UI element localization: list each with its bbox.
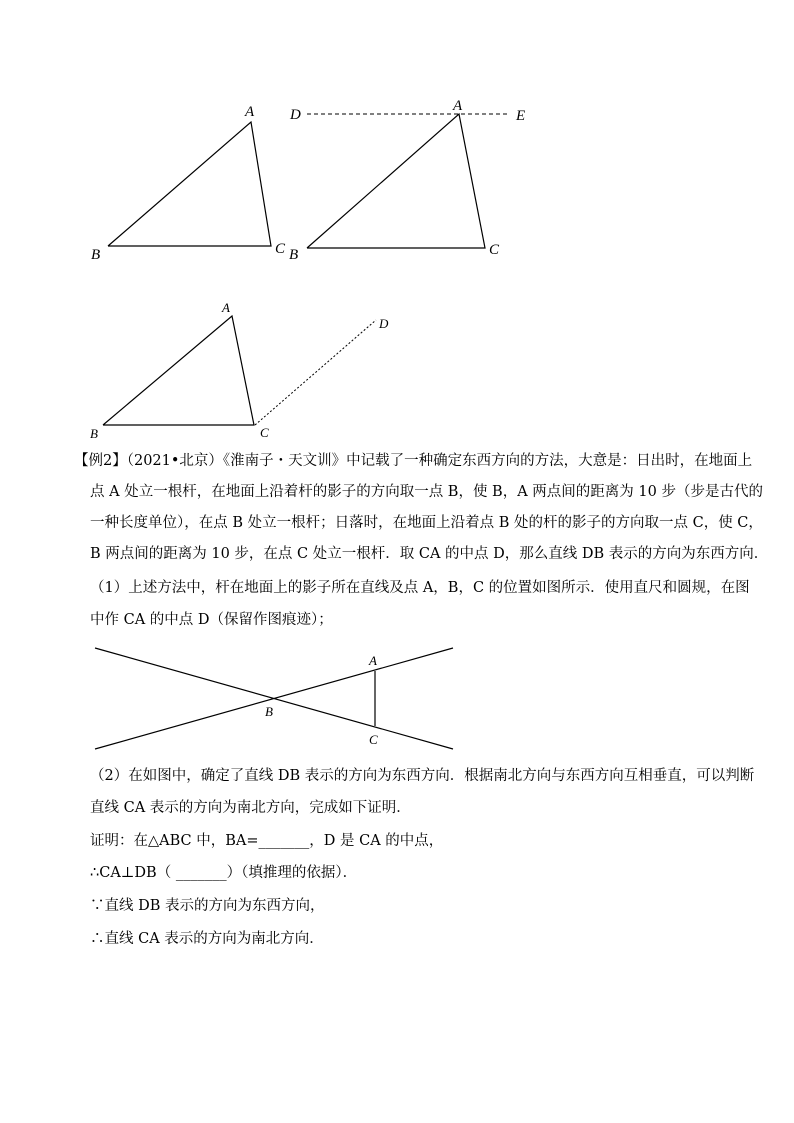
proof-line-2: ∴CA⊥DB（ _______）（填推理的依据）．	[90, 865, 358, 881]
example-line-1: 【例2】（2021•北京）《淮南子・天文训》中记载了一种确定东西方向的方法，大意是：日出时，在地面上	[74, 453, 753, 469]
example-line-3: 一种长度单位），在点 B 处立一根杆；日落时，在地面上沿着点 B 处的杆的影子的方向取一点 C，使 C，	[90, 515, 763, 531]
fig3-label-A: A	[222, 300, 230, 315]
question-1-line-2: 中作 CA 的中点 D（保留作图痕迹）；	[90, 612, 333, 628]
question-1-line-1: （1）上述方法中，杆在地面上的影子所在直线及点 A，B，C 的位置如图所示．使用直尺和圆规，在图	[90, 580, 750, 596]
question-2-line-1: （2）在如图中，确定了直线 DB 表示的方向为东西方向．根据南北方向与东西方向互相垂直，可以判断	[90, 768, 755, 784]
fig2-label-C: C	[489, 242, 500, 258]
example-line-2: 点 A 处立一根杆，在地面上沿着杆的影子的方向取一点 B，使 B，A 两点间的距离为 10 步（步是古代的	[90, 484, 763, 500]
proof-line-4: ∴直线 CA 表示的方向为南北方向．	[90, 931, 324, 947]
fig4-label-A: A	[369, 653, 377, 668]
fig1-label-A: A	[245, 104, 255, 120]
question-2-line-2: 直线 CA 表示的方向为南北方向，完成如下证明．	[90, 800, 411, 816]
fig2-label-D: D	[290, 107, 301, 123]
fig2-label-B: B	[289, 247, 299, 263]
fig2-label-E: E	[516, 108, 526, 124]
fig2-label-A: A	[453, 98, 463, 114]
proof-line-1: 证明：在△ABC 中，BA=_______，D 是 CA 的中点，	[90, 833, 444, 849]
proof-line-3: ∵直线 DB 表示的方向为东西方向，	[90, 898, 325, 914]
example-line-4: B 两点间的距离为 10 步，在点 C 处立一根杆．取 CA 的中点 D，那么直线 DB 表示的方向为东西方向．	[90, 546, 769, 562]
fig3-label-C: C	[260, 425, 269, 440]
fig1-label-B: B	[91, 247, 101, 263]
fig3-label-B: B	[90, 426, 98, 441]
fig4-label-B: B	[265, 704, 273, 719]
fig1-label-C: C	[275, 241, 286, 257]
fig3-label-D: D	[379, 316, 389, 331]
fig4-label-C: C	[369, 732, 378, 747]
